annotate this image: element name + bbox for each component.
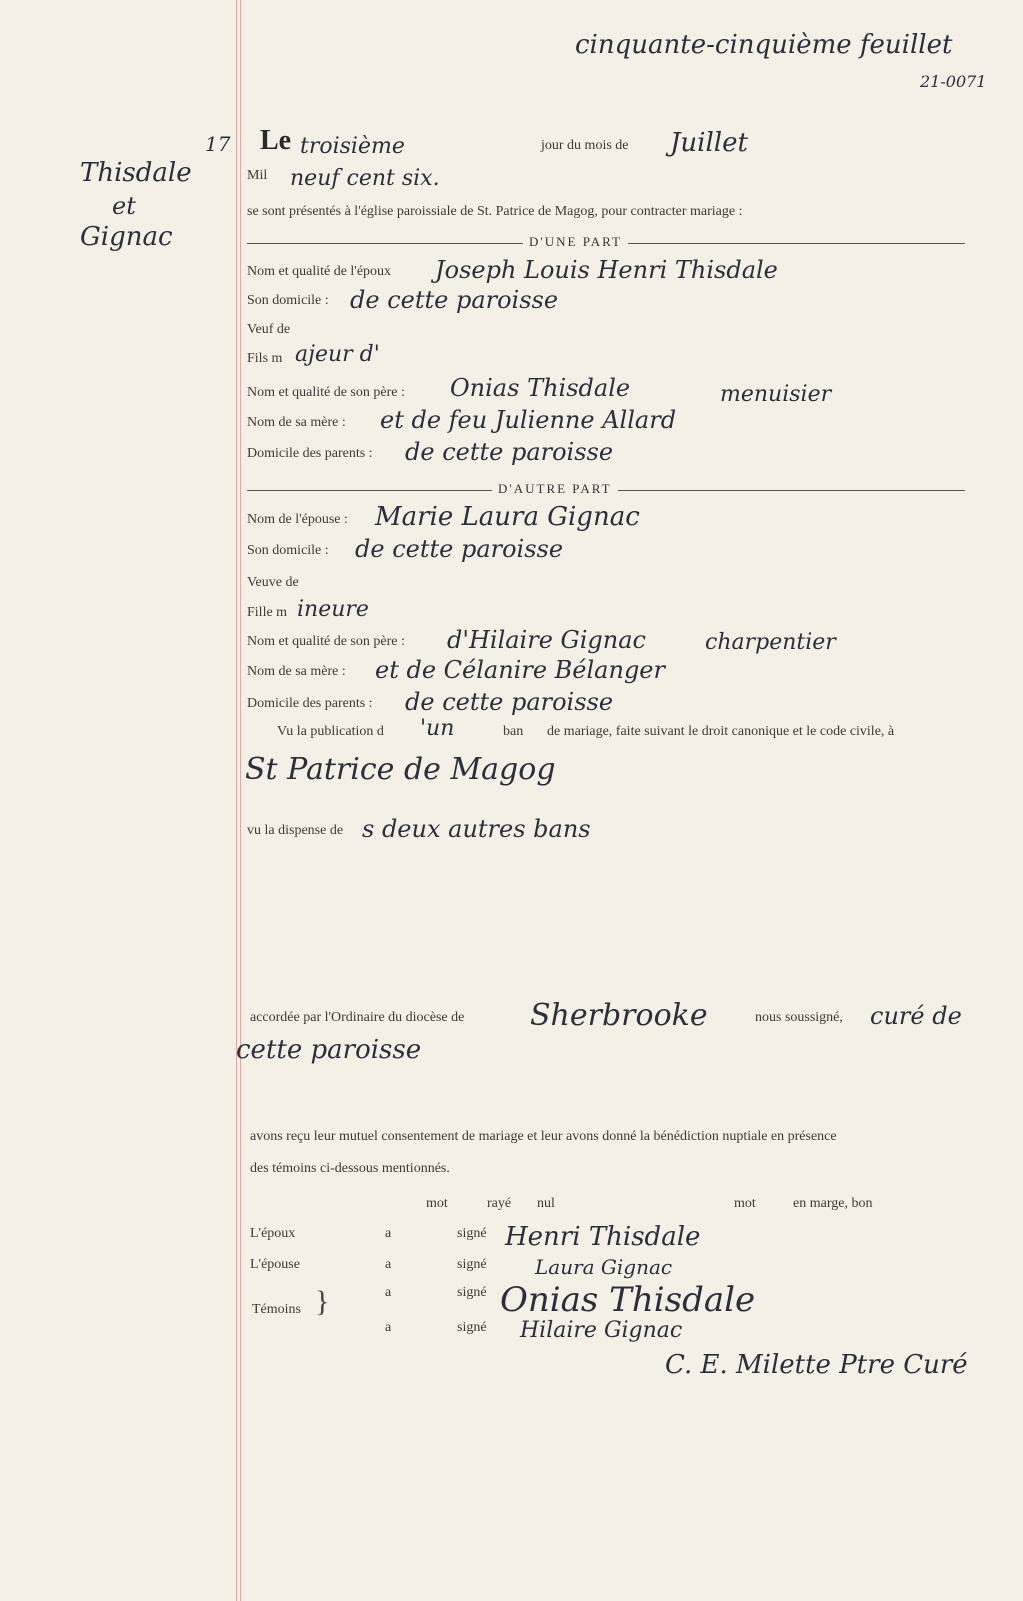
presented-text: se sont présentés à l'église paroissiale de St. Patrice de Magog, pour contracter mariage : [247, 204, 743, 219]
day-value: troisième [300, 134, 405, 159]
epouse-signe: signé [457, 1257, 487, 1272]
temoins-brace: } [315, 1285, 330, 1318]
folio-number: cinquante-cinquième feuillet [575, 30, 953, 60]
temoins-label: Témoins [252, 1302, 301, 1317]
cure-value-2: cette paroisse [236, 1035, 422, 1065]
margin-name-2: et [112, 192, 136, 220]
epouse-pere-metier: charpentier [705, 630, 836, 655]
epoux-domicile-label: Son domicile : [247, 293, 329, 308]
publication-text: de mariage, faite suivant le droit canonique et le code civile, à [547, 724, 895, 739]
epouse-pere-value: d'Hilaire Gignac [447, 626, 646, 654]
margin-name-1: Thisdale [80, 158, 192, 188]
une-part-title: D'UNE PART [523, 234, 628, 250]
epoux-parents-label: Domicile des parents : [247, 446, 373, 461]
epoux-pere-metier: menuisier [720, 382, 832, 407]
dispense-value: s deux autres bans [362, 815, 591, 843]
dispense-label: vu la dispense de [247, 823, 344, 838]
epouse-pere-label: Nom et qualité de son père : [247, 634, 405, 649]
fils-label: Fils m [247, 351, 283, 366]
signature-temoin-2: Hilaire Gignac [520, 1318, 683, 1343]
signature-temoin-1: Onias Thisdale [500, 1280, 756, 1320]
reference-number: 21-0071 [920, 72, 987, 91]
temoin1-a: a [385, 1285, 392, 1300]
diocese-value: Sherbrooke [530, 998, 708, 1033]
publication-place: St Patrice de Magog [245, 752, 556, 787]
signature-pretre: C. E. Milette Ptre Curé [665, 1350, 968, 1380]
veuf-label: Veuf de [247, 322, 291, 337]
raye-label: rayé [487, 1196, 512, 1211]
epouse-label: Nom de l'épouse : [247, 512, 348, 527]
epoux-label: Nom et qualité de l'époux [247, 264, 392, 279]
epouse-domicile-value: de cette paroisse [355, 535, 564, 563]
temoin2-a: a [385, 1320, 392, 1335]
cure-value: curé de [870, 1002, 962, 1030]
epoux-pere-value: Onias Thisdale [450, 374, 631, 402]
epoux-signe: signé [457, 1226, 487, 1241]
epouse-sign-label: L'épouse [250, 1257, 300, 1272]
epouse-parents-value: de cette paroisse [405, 688, 614, 716]
le-heading: Le [260, 125, 292, 156]
ban-label: ban [503, 724, 524, 739]
autre-part-title: D'AUTRE PART [492, 481, 618, 497]
margin-line-left [236, 0, 237, 1601]
epouse-parents-label: Domicile des parents : [247, 696, 373, 711]
epouse-domicile-label: Son domicile : [247, 543, 329, 558]
jour-label: jour du mois de [541, 138, 629, 153]
soussigne-label: nous soussigné, [755, 1010, 843, 1025]
epouse-mere-label: Nom de sa mère : [247, 664, 346, 679]
temoin1-signe: signé [457, 1285, 487, 1300]
signature-epoux: Henri Thisdale [505, 1222, 701, 1252]
mot2-label: mot [734, 1196, 756, 1211]
mot-label: mot [426, 1196, 448, 1211]
epoux-sign-label: L'époux [250, 1226, 296, 1241]
signature-epouse: Laura Gignac [535, 1255, 673, 1279]
epoux-mere-value: et de feu Julienne Allard [380, 406, 677, 434]
epoux-a: a [385, 1226, 392, 1241]
accord-label: accordée par l'Ordinaire du diocèse de [250, 1010, 465, 1025]
fils-value: ajeur d' [295, 342, 380, 367]
publication-label: Vu la publication d [277, 724, 384, 739]
fille-label: Fille m [247, 605, 288, 620]
marge-label: en marge, bon [793, 1196, 873, 1211]
epouse-value: Marie Laura Gignac [375, 502, 640, 532]
margin-line-right [240, 0, 241, 1601]
fille-value: ineure [297, 597, 369, 622]
margin-name-3: Gignac [80, 222, 173, 252]
consent-line-1: avons reçu leur mutuel consentement de mariage et leur avons donné la bénédiction nuptiale en présence [250, 1129, 837, 1144]
consent-line-2: des témoins ci-dessous mentionnés. [250, 1161, 450, 1176]
temoin2-signe: signé [457, 1320, 487, 1335]
month-value: Juillet [670, 128, 748, 158]
epoux-mere-label: Nom de sa mère : [247, 415, 346, 430]
margin-entry-number: 17 [205, 132, 231, 156]
epouse-a: a [385, 1257, 392, 1272]
epoux-pere-label: Nom et qualité de son père : [247, 385, 405, 400]
epoux-domicile-value: de cette paroisse [350, 286, 559, 314]
publication-count: 'un [420, 716, 455, 741]
year-value: neuf cent six. [290, 166, 440, 191]
epouse-mere-value: et de Célanire Bélanger [375, 656, 665, 684]
epoux-value: Joseph Louis Henri Thisdale [435, 256, 778, 284]
mil-label: Mil [247, 168, 268, 183]
epoux-parents-value: de cette paroisse [405, 438, 614, 466]
nul-label: nul [537, 1196, 555, 1211]
veuve-label: Veuve de [247, 575, 299, 590]
